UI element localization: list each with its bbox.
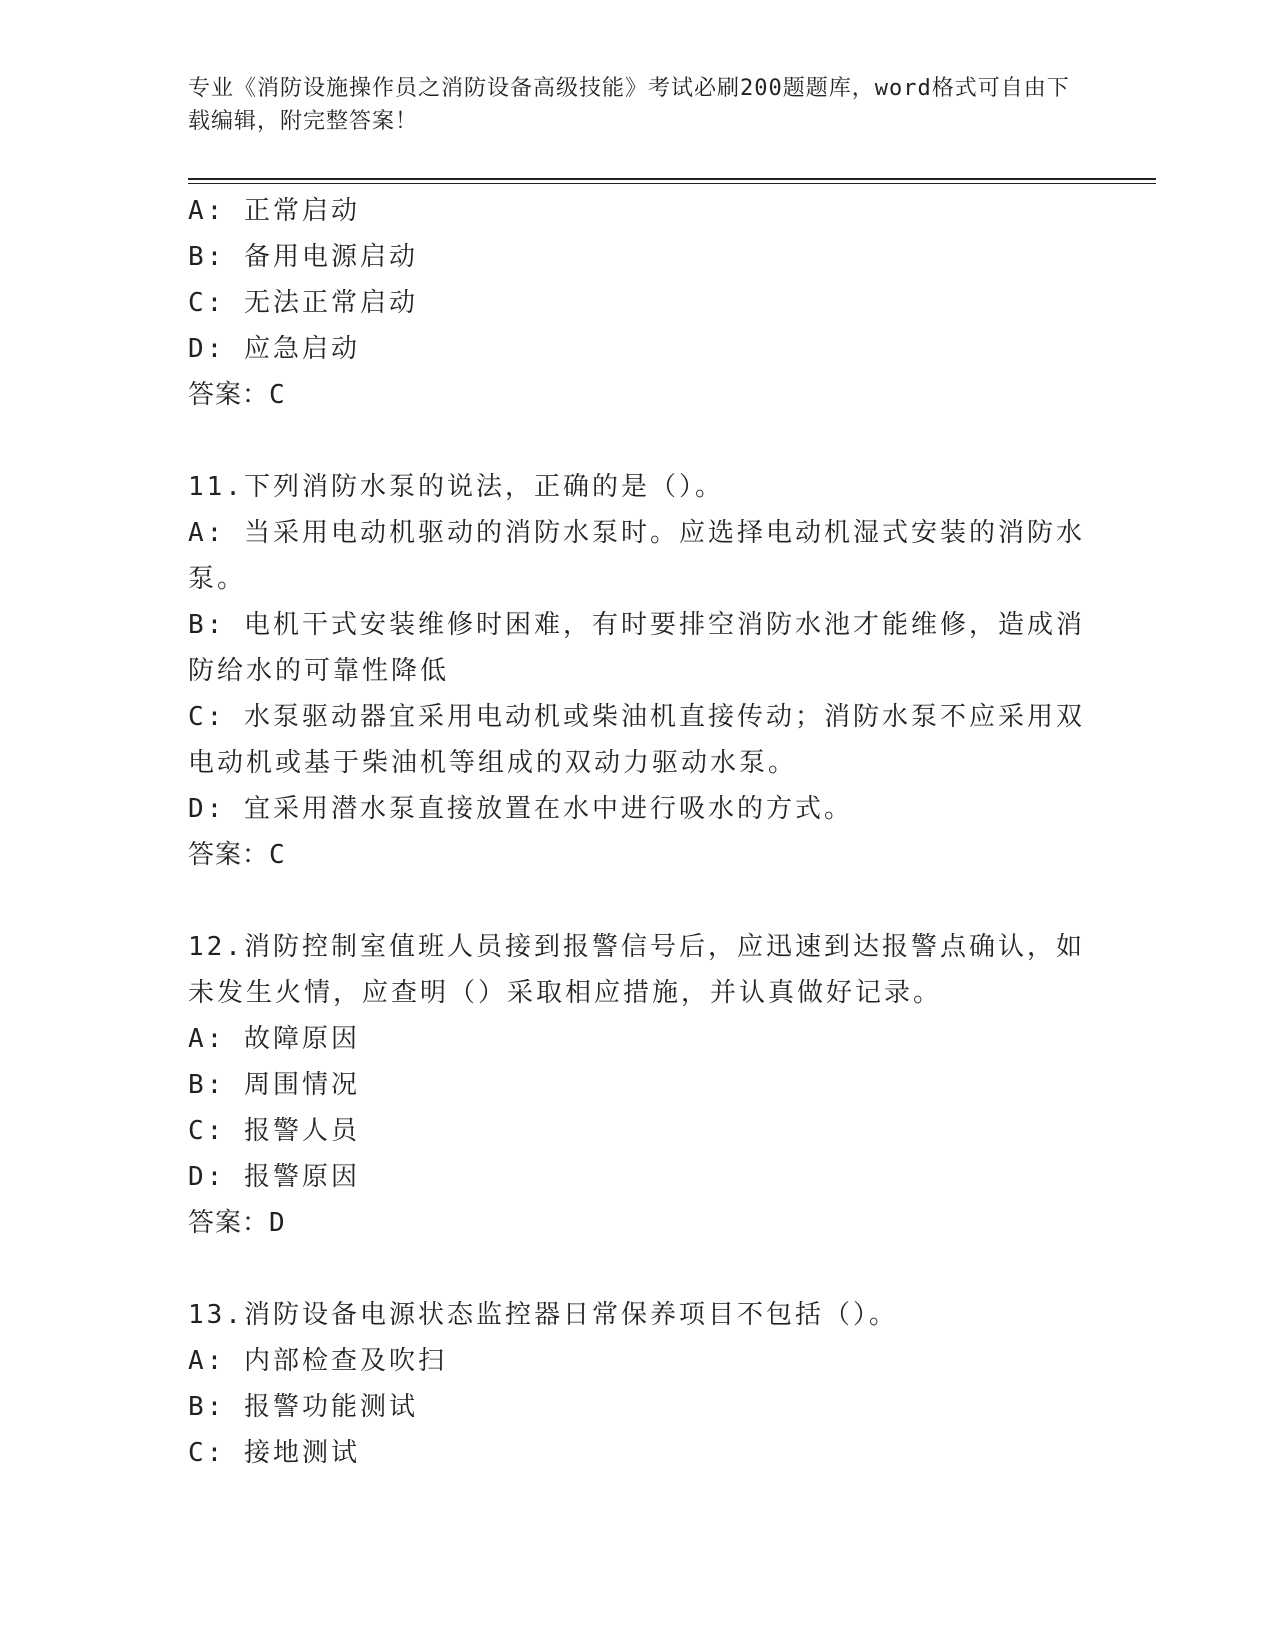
question-10-block	[188, 188, 1088, 418]
document-header: 专业《消防设施操作员之消防设备高级技能》考试必刷200题题库，word格式可自由下载编辑，附完整答案！	[188, 76, 1070, 134]
option-b: B: 报警功能测试	[188, 1392, 418, 1422]
question-list	[188, 188, 1088, 1476]
answer: 答案：C	[188, 840, 286, 870]
header-divider-thick	[188, 178, 1156, 180]
option-c: C: 无法正常启动	[188, 288, 418, 318]
option-b: B: 电机干式安装维修时困难，有时要排空消防水池才能维修，造成消防给水的可靠性降低	[188, 610, 1085, 686]
option-b: B: 备用电源启动	[188, 242, 418, 272]
question-12-block	[188, 924, 1088, 1246]
option-d: D: 报警原因	[188, 1162, 360, 1192]
question-13-block	[188, 1292, 1088, 1476]
option-a: A: 故障原因	[188, 1024, 360, 1054]
option-c: C: 报警人员	[188, 1116, 360, 1146]
spacer	[188, 418, 1088, 464]
header-divider-thin	[188, 183, 1156, 184]
question-text: 11.下列消防水泵的说法，正确的是（）。	[188, 472, 724, 502]
option-a: A: 正常启动	[188, 196, 360, 226]
option-a: A: 内部检查及吹扫	[188, 1346, 447, 1376]
answer: 答案：D	[188, 1208, 286, 1238]
spacer	[188, 878, 1088, 924]
option-d: D: 宜采用潜水泵直接放置在水中进行吸水的方式。	[188, 794, 853, 824]
answer: 答案：C	[188, 380, 286, 410]
option-d: D: 应急启动	[188, 334, 360, 364]
option-c: C: 水泵驱动器宜采用电动机或柴油机直接传动；消防水泵不应采用双电动机或基于柴油机等组成的双动力驱动水泵。	[188, 702, 1085, 778]
question-text: 13.消防设备电源状态监控器日常保养项目不包括（）。	[188, 1300, 898, 1330]
option-a: A: 当采用电动机驱动的消防水泵时。应选择电动机湿式安装的消防水泵。	[188, 518, 1085, 594]
option-b: B: 周围情况	[188, 1070, 360, 1100]
question-11-block	[188, 464, 1088, 878]
option-c: C: 接地测试	[188, 1438, 360, 1468]
question-text: 12.消防控制室值班人员接到报警信号后，应迅速到达报警点确认，如未发生火情，应查明（）采取相应措施，并认真做好记录。	[188, 932, 1085, 1008]
spacer	[188, 1246, 1088, 1292]
